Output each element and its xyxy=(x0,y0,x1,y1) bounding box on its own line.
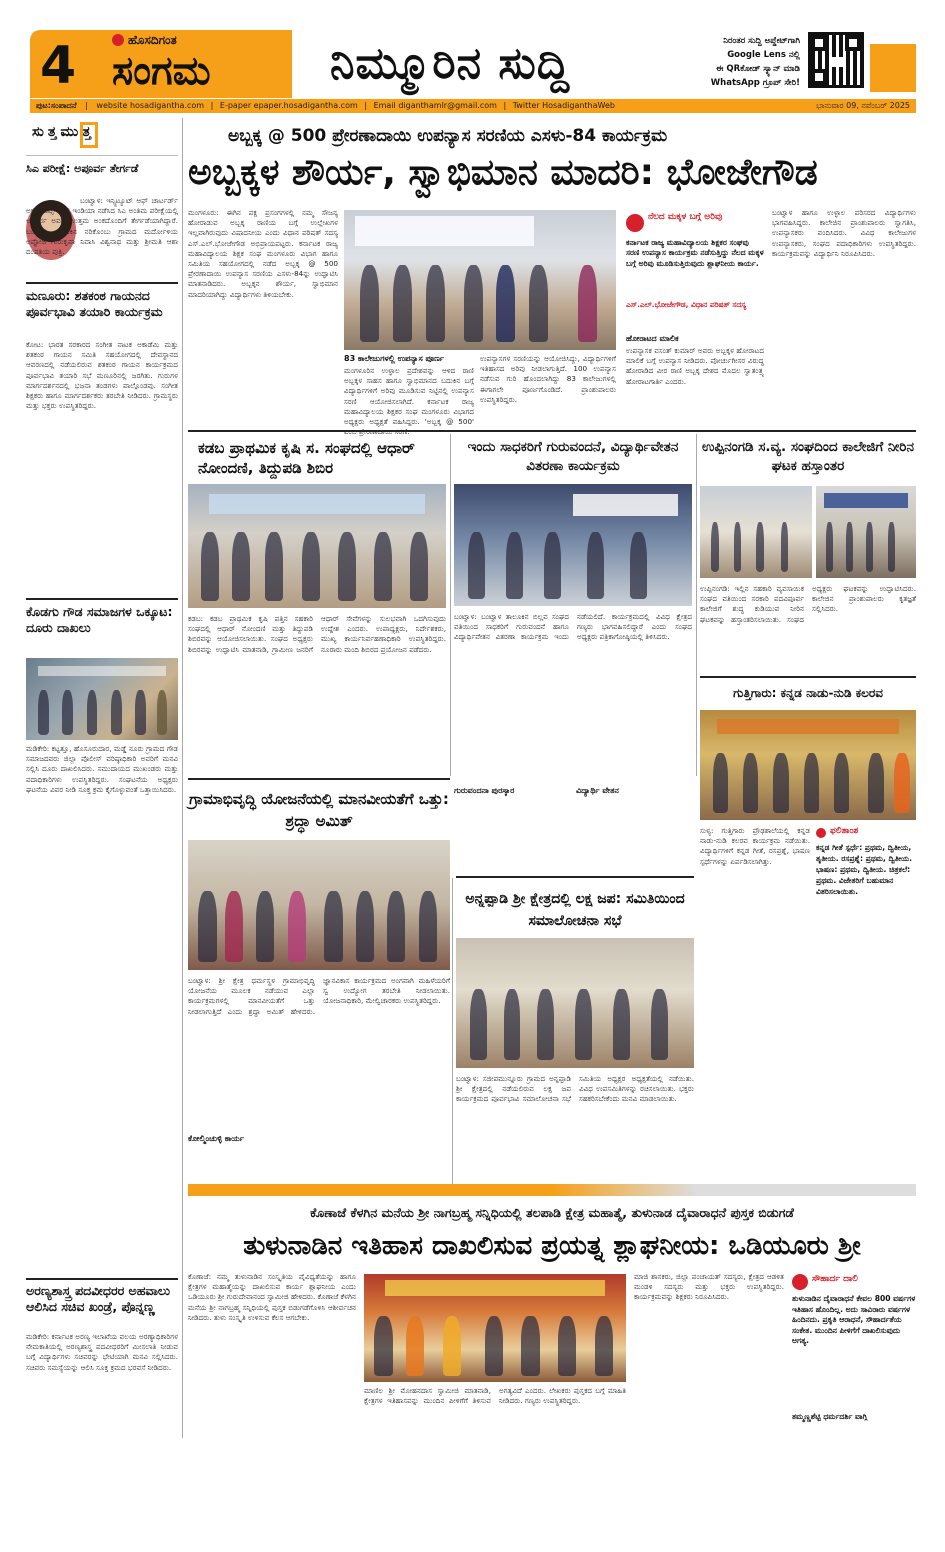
result-box-title: ಫಲಿತಾಂಶ xyxy=(830,826,859,836)
masthead xyxy=(0,0,945,110)
page-title: ನಿಮ್ಮೂರಿನ ಸುದ್ದಿ xyxy=(330,38,571,89)
uppinangadi-photo-2 xyxy=(816,486,916,578)
annappadi-head: ಅನ್ನಪ್ಪಾಡಿ ಶ್ರೀ ಕ್ಷೇತ್ರದಲ್ಲಿ ಲಕ್ಷ ಜಪ: ಸಮಿತಿಯಿಂದ ಸಮಾಲೋಚನಾ ಸಭೆ xyxy=(465,891,685,929)
city: ಪುಟ:ಸಂಪಾದನೆ xyxy=(36,101,77,110)
bottom-box-sign: ತಮ್ಮಣ್ಣಶೆಟ್ಟಿ ಧರ್ಮದರ್ಶಿ ವಾಗ್ಗಿ xyxy=(792,1412,868,1421)
page-number: 4 xyxy=(40,36,77,96)
quote-icon xyxy=(626,214,644,232)
bottom-photo xyxy=(364,1274,626,1382)
story-kadaba xyxy=(188,434,446,776)
annappadi-text: ಬಂಟ್ವಾಳ: ಸಜೀಪಮುನ್ನೂರು ಗ್ರಾಮದ ಅನ್ನಪ್ಪಾಡಿ ಶ್ರೀ ಕ್ಷೇತ್ರದಲ್ಲಿ ನಡೆಯಲಿರುವ ಲಕ್ಷ ಜಪ ಕಾರ್ಯಕ್ರಮದ ಪೂರ್ವಭಾವಿ ಸಮಾಲೋಚನಾ ಸಭೆ ಸಮಿತಿಯ ಅಧ್ಯಕ್ಷರ ಅಧ್ಯಕ್ಷತೆಯಲ್ಲಿ ನಡೆಯಿತು. ವಿವಿಧ ಉಪಸಮಿತಿಗಳನ್ನು ರಚಿಸಲಾಯಿತು. ಭಕ್ತರು ಸಹಕರಿಸಬೇಕೆಂದು ಮನವಿ ಮಾಡಲಾಯಿತು. xyxy=(456,1074,694,1104)
story3-head: ಕೊಡಗು ಗೌಡ ಸಮಾಜಗಳ ಒಕ್ಕೂಟ: ದೂರು ದಾಖಲು xyxy=(26,604,173,635)
uppinangadi-photo-1 xyxy=(700,486,812,578)
annappadi-photo xyxy=(456,938,694,1068)
story-guttigaru xyxy=(700,680,916,1200)
story1-text: ಬಂಟ್ವಾಳ: ಇನ್ಸ್ಟಿಟ್ಯೂಟ್ ಆಫ್ ಚಾರ್ಟರ್ಡ್ ಅಕೌಂಟೆಂಟ್ಸ್ ಆಫ್ ಇಂಡಿಯಾ ನಡೆಸಿದ ಸಿಎ ಅಂತಿಮ ಪರೀಕ್ಷೆಯಲ್ಲಿ ಅಪೂರ್ವ ಅವರು ಉತ್ತಮ ಅಂಕದೊಂದಿಗೆ ತೇರ್ಗಡೆಯಾಗಿದ್ದಾರೆ. ಬಂಟ್ವಾಳ ತಾಲೂಕಿನ ನರಿಕೊಂಬು ಗ್ರಾಮದ ಮರ್ದೋಳಿಯ ಅಪ್ಪೋಜಿ ಗುರುಕೃಪಾ ನಿವಾಸಿ ವಿಶ್ವನಾಥ ಮತ್ತು ಶ್ರೀಮತಿ ಆಶಾ ದಂಪತಿಯ ಪುತ್ರಿ. xyxy=(26,196,178,257)
uppinangadi-head: ಉಪ್ಪಿನಂಗಡಿ ಸ.ವ್ಯ. ಸಂಘದಿಂದ ಕಾಲೇಜಿಗೆ ನೀರಿನ ಘಟಕ ಹಸ್ತಾಂತರ xyxy=(702,439,914,474)
section-brand: ಸಂಗಮ xyxy=(112,48,211,94)
epaper-link[interactable]: E-paper epaper.hosadigantha.com xyxy=(219,101,358,110)
twitter-link[interactable]: Twitter HosadiganthaWeb xyxy=(512,101,615,110)
qr-code[interactable] xyxy=(808,32,864,88)
qr-text-4: WhatsApp ಗ್ರೂಪ್ ಸೇರಿ! xyxy=(710,78,800,88)
email-link[interactable]: Email diganthamlr@gmail.com xyxy=(373,101,497,110)
side-text: ಉಪನ್ಯಾಸಕ ವಸಂತ್ ಕುಮಾರ್ ಅವರು ಅಬ್ಬಕ್ಕಳ ಹೋರಾಟದ ಮಾಲಿಕೆ ಬಗ್ಗೆ ಉಪನ್ಯಾಸ ನೀಡಿದರು. ಪೋರ್ಚುಗೀಸರ ವಿರುದ್ಧ ಹೋರಾಡಿದ ವೀರ ರಾಣಿ ಅಬ್ಬಕ್ಕ ದೇಶದ ಮೊದಲ ಸ್ವಾತಂತ್ರ್ಯ ಹೋರಾಟಗಾರ್ತಿ ಎಂದರು. xyxy=(626,346,764,386)
result-icon xyxy=(816,828,826,838)
gramabhivruddhi-text: ಬಂಟ್ವಾಳ: ಶ್ರೀ ಕ್ಷೇತ್ರ ಧರ್ಮಸ್ಥಳ ಗ್ರಾಮಾಭಿವೃದ್ಧಿ ಯೋಜನೆಯ ಮೂಲಕ ನಡೆಯುವ ಎಲ್ಲಾ ಕಾರ್ಯಕ್ರಮಗಳಲ್ಲಿ ಮಾನವೀಯತೆಗೆ ಒತ್ತು ನೀಡಲಾಗುತ್ತಿದೆ ಎಂದು ಶ್ರದ್ಧಾ ಅಮಿತ್ ಹೇಳಿದರು. ಜ್ಞಾನವಿಕಾಸ ಕಾರ್ಯಕ್ರಮದ ಅಂಗವಾಗಿ ಮಹಿಳೆಯರಿಗೆ ಸ್ವ ಉದ್ಯೋಗ ತರಬೇತಿ ನೀಡಲಾಯಿತು. ಯೋಜನಾಧಿಕಾರಿ, ಮೇಲ್ವಿಚಾರಕರು ಉಪಸ್ಥಿತರಿದ್ದರು. xyxy=(188,976,450,1016)
kadaba-photo xyxy=(188,484,446,608)
gramabhivruddhi-sub: ಕೋಲ್ಮಿಂಚುಳ್ಳಿ ಕಾರ್ಯ xyxy=(188,1134,244,1143)
story3-photo xyxy=(26,658,178,740)
story-uppinangadi xyxy=(700,434,916,674)
story2-head: ಮಣೂರು: ಶತಕಂಠ ಗಾಯನದ ಪೂರ್ವಭಾವಿ ತಯಾರಿ ಕಾರ್ಯಕ್ರಮ xyxy=(26,288,163,319)
lead-headline: ಅಬ್ಬಕ್ಕಳ ಶೌರ್ಯ, ಸ್ವಾಭಿಮಾನ ಮಾದರಿ: ಭೋಜೇಗೌಡ xyxy=(188,152,818,193)
story1-head: ಸಿಎ ಪರೀಕ್ಷೆ: ಅಪೂರ್ವ ತೇರ್ಗಡೆ xyxy=(26,162,139,175)
lead-photo xyxy=(344,210,616,350)
paper-name: ಹೊಸದಿಗಂತ xyxy=(128,33,177,47)
section-label-text: ಸುತ್ತಮುತ್ತ xyxy=(32,124,95,140)
website-link[interactable]: website hosadigantha.com xyxy=(96,101,205,110)
lead-kicker: ಅಬ್ಬಕ್ಕ @ 500 ಪ್ರೇರಣಾದಾಯಿ ಉಪನ್ಯಾಸ ಸರಣಿಯ ಎಸಳು-84 ಕಾರ್ಯಕ್ರಮ xyxy=(228,126,668,146)
guruvandane-text: ಬಂಟ್ವಾಳ: ಬಂಟ್ವಾಳ ತಾಲೂಕಿನ ಬಿಲ್ಲವ ಸಂಘದ ವತಿಯಿಂದ ಸಾಧಕರಿಗೆ ಗುರುವಂದನೆ ಹಾಗೂ ವಿದ್ಯಾರ್ಥಿವೇತನ ವಿತರಣಾ ಕಾರ್ಯಕ್ರಮ ಇಂದು ನಡೆಯಲಿದೆ. ಕಾರ್ಯಕ್ರಮದಲ್ಲಿ ವಿವಿಧ ಕ್ಷೇತ್ರದ ಗಣ್ಯರು ಭಾಗವಹಿಸಲಿದ್ದಾರೆ ಎಂದು ಸಂಘದ ಅಧ್ಯಕ್ಷರು ಪತ್ರಿಕಾಗೋಷ್ಠಿಯಲ್ಲಿ ತಿಳಿಸಿದರು. xyxy=(454,612,692,642)
lead-photo-caption: 83 ಕಾಲೇಜುಗಳಲ್ಲಿ ಉಪನ್ಯಾಸ ಪೂರ್ಣ xyxy=(344,354,444,363)
qr-text-2: Google Lens ನಲ್ಲಿ xyxy=(727,50,800,60)
gramabhivruddhi-photo xyxy=(188,840,450,970)
quote-box-sign: ಎಸ್.ಎಲ್.ಭೋಜೇಗೌಡ, ವಿಧಾನ ಪರಿಷತ್ ಸದಸ್ಯ xyxy=(626,300,747,309)
quote-box-text: ಕರ್ನಾಟಕ ರಾಜ್ಯ ಮಹಾವಿದ್ಯಾಲಯ ಶಿಕ್ಷಕರ ಸಂಘವು ಸರಣಿ ಉಪನ್ಯಾಸ ಕಾರ್ಯಕ್ರಮ ನಡೆಸುತ್ತಿದ್ದು ನೆಲದ ಮಕ್ಕಳ ಬಗ್ಗೆ ಅರಿವು ಮೂಡಿಸುತ್ತಿರುವುದು ಶ್ಲಾಘನೀಯ ಕಾರ್ಯ. xyxy=(626,238,764,268)
bottom-headline: ತುಳುನಾಡಿನ ಇತಿಹಾಸ ದಾಖಲಿಸುವ ಪ್ರಯತ್ನ ಶ್ಲಾಘನೀಯ: ಒಡಿಯೂರು ಶ್ರೀ xyxy=(243,1231,861,1261)
qr-text-1: ನಿರಂತರ ಸುದ್ದಿ ಅಪ್ಡೇಟ್‌ಗಾಗಿ xyxy=(723,36,800,46)
kadaba-text: ಕಡಬ: ಕಡಬ ಪ್ರಾಥಮಿಕ ಕೃಷಿ ಪತ್ತಿನ ಸಹಕಾರಿ ಸಂಘದಲ್ಲಿ ಆಧಾರ್ ನೋಂದಣಿ ಮತ್ತು ತಿದ್ದುಪಡಿ ಶಿಬಿರವನ್ನು ಆಯೋಜಿಸಲಾಯಿತು. ಸಂಘದ ಅಧ್ಯಕ್ಷರು ಶಿಬಿರವನ್ನು ಉದ್ಘಾಟಿಸಿ ಮಾತನಾಡಿ, ಗ್ರಾಮೀಣ ಜನರಿಗೆ ಆಧಾರ್ ಸೇವೆಗಳನ್ನು ಸುಲಭವಾಗಿ ಒದಗಿಸುವುದು ಉದ್ದೇಶ ಎಂದರು. ಉಪಾಧ್ಯಕ್ಷರು, ನಿರ್ದೇಶಕರು, ಮುಖ್ಯ ಕಾರ್ಯನಿರ್ವಹಣಾಧಿಕಾರಿ ಉಪಸ್ಥಿತರಿದ್ದರು. ನೂರಾರು ಮಂದಿ ಶಿಬಿರದ ಪ್ರಯೋಜನ ಪಡೆದರು. xyxy=(188,614,446,654)
qr-text-3: ಈ QRಕೋಡ್ ಸ್ಕ್ಯಾನ್ ಮಾಡಿ xyxy=(716,64,800,74)
lead-text-b: ಮಂಗಳೂರಿನ ಉಳ್ಳಾಲ ಪ್ರದೇಶವನ್ನು ಆಳಿದ ರಾಣಿ ಅಬ್ಬಕ್ಕಳ ಸಾಹಸ ಹಾಗೂ ಸ್ವಾಭಿಮಾನದ ಬದುಕಿನ ಬಗ್ಗೆ ವಿದ್ಯಾರ್ಥಿಗಳಿಗೆ ಅರಿವು ಮೂಡಿಸುವ ನಿಟ್ಟಿನಲ್ಲಿ ಉಪನ್ಯಾಸ ಸರಣಿ ಆಯೋಜಿಸಲಾಗಿದೆ. ಕರ್ನಾಟಕ ರಾಜ್ಯ ಮಹಾವಿದ್ಯಾಲಯ ಶಿಕ್ಷಕರ ಸಂಘ ಮಂಗಳೂರು ವಿಭಾಗದ ಅಧ್ಯಕ್ಷರು ಅಧ್ಯಕ್ಷತೆ ವಹಿಸಿದ್ದರು. 'ಅಬ್ಬಕ್ಕ @ 500' xyxy=(344,366,474,427)
quote-box xyxy=(626,210,764,328)
lead-text-c: ಉಪನ್ಯಾಸಗಳ ಸರಣಿಯನ್ನು ಆಯೋಜಿಸಿದ್ದು, ವಿದ್ಯಾರ್ಥಿಗಳಿಗೆ ಇತಿಹಾಸದ ಅರಿವು ನೀಡಲಾಗುತ್ತಿದೆ. 100 ಉಪನ್ಯಾಸ ನಡೆಸುವ ಗುರಿ ಹೊಂದಲಾಗಿದ್ದು 83 ಕಾಲೇಜುಗಳಲ್ಲಿ ಈಗಾಗಲೇ ಪೂರ್ಣಗೊಂಡಿದೆ. ಪ್ರಾಂಶುಪಾಲರು ಉಪಸ್ಥಿತರಿದ್ದರು. xyxy=(480,354,616,404)
lead-story xyxy=(188,118,916,428)
uppinangadi-text: ಉಪ್ಪಿನಂಗಡಿ: ಇಲ್ಲಿನ ಸಹಕಾರಿ ವ್ಯವಸಾಯಿಕ ಸಂಘದ ವತಿಯಿಂದ ಸರಕಾರಿ ಪದವಿಪೂರ್ವ ಕಾಲೇಜಿಗೆ ಶುದ್ಧ ಕುಡಿಯುವ ನೀರಿನ ಘಟಕವನ್ನು ಹಸ್ತಾಂತರಿಸಲಾಯಿತು. ಸಂಘದ ಅಧ್ಯಕ್ಷರು ಘಟಕವನ್ನು ಉದ್ಘಾಟಿಸಿದರು. ಕಾಲೇಜಿನ ಪ್ರಾಂಶುಪಾಲರು ಕೃತಜ್ಞತೆ ಸಲ್ಲಿಸಿದರು. xyxy=(700,584,916,624)
accent-corner xyxy=(870,44,916,92)
bottom-box-text: ತುಳುನಾಡಿನ ದೈವಾರಾಧನೆ ಕೇವಲ 800 ವರ್ಷಗಳ ಇತಿಹಾಸ ಹೊಂದಿಲ್ಲ. ಅದು ಸಾವಿರಾರು ವರ್ಷಗಳ ಹಿಂದಿನದು. ಪ್ರಕೃತಿ ಆರಾಧನೆ, ಸೌಹಾರ್ದತೆಯ ಸಂಕೇತ. ಮುಂದಿನ ಪೀಳಿಗೆಗೆ ದಾಖಲಿಸುವುದು ಅಗತ್ಯ. xyxy=(792,1294,916,1346)
guruvandane-head: ಇಂದು ಸಾಧಕರಿಗೆ ಗುರುವಂದನೆ, ವಿದ್ಯಾರ್ಥಿವೇತನ ವಿತರಣಾ ಕಾರ್ಯಕ್ರಮ xyxy=(467,439,679,474)
bottom-box-icon xyxy=(792,1274,808,1290)
info-bar: ಪುಟ:ಸಂಪಾದನೆ | website hosadigantha.com | E-paper epaper.hosadigantha.com | Email diganthamlr@gmail.com | Twitter HosadiganthaWeb ಭಾನುವಾರ 09, ನವೆಂಬರ್ 2025 xyxy=(30,99,916,113)
lead-text-a: ಮಂಗಳೂರು: ಈಗಿನ ಪಕ್ಷ ಪ್ರಸಂಗಗಳಲ್ಲಿ ನಮ್ಮ ಸೌಜನ್ಯ ಹೋರಾಡುವ ಅಬ್ಬಕ್ಕ ರಾಣಿಯ ಬಗ್ಗೆ ಉಲ್ಲೇಖಗಳ ಇಲ್ಲವಾಗಿರುವುದು ವಿಷಾದನೀಯ ಎಂದು ವಿಧಾನ ಪರಿಷತ್ ಸದಸ್ಯ ಎಸ್.ಎಲ್.ಭೋಜೇಗೌಡ ಅಭಿಪ್ರಾಯಪಟ್ಟರು. ಕರ್ನಾಟಕ ರಾಜ್ಯ ಮಹಾವಿದ್ಯಾಲಯ ಶಿಕ್ಷಕ ಸಂಘ ಮಂಗಳೂರು ವಿಭಾಗ ಹಾಗೂ ಸಮಿತಿಯ ಸಹಯೋಗದಲ್ಲಿ ನಡೆದ ಅಬ್ಬಕ್ಕ @ 500 ಪ್ರೇರಣಾದಾಯಿ ಉಪನ್ಯಾಸ ಸರಣಿಯ ಎಸಳು-84ನ್ನು ಉದ್ಘಾಟಿಸಿ ಮಾತನಾಡಿದರು. ಅಬ್ಬಕ್ಕನ ಶೌರ್ಯ, ಸ್ವಾಭಿಮಾನ ಮಾದರಿಯಾಗಿದ್ದು ವಿದ್ಯಾರ್ಥಿಗಳು ತಿಳಿಯಬೇಕು. xyxy=(188,208,338,299)
bottom-box-title: ಸೌಹಾರ್ದ ದಾಲಿ xyxy=(812,1274,858,1284)
guttigaru-photo xyxy=(700,710,916,820)
lead-right-text: ಬಂಟ್ವಾಳ ಹಾಗೂ ಉಳ್ಳಾಲ ಪರಿಸರದ ವಿದ್ಯಾರ್ಥಿಗಳು ಭಾಗವಹಿಸಿದ್ದರು. ಕಾಲೇಜಿನ ಪ್ರಾಂಶುಪಾಲರು ಸ್ವಾಗತಿಸಿ, ಉಪನ್ಯಾಸಕರು ವಂದಿಸಿದರು. ವಿವಿಧ ಕಾಲೇಜುಗಳ ಉಪನ್ಯಾಸಕರು, ಸಂಘದ ಪದಾಧಿಕಾರಿಗಳು ಉಪಸ್ಥಿತರಿದ್ದರು. ಕಾರ್ಯಕ್ರಮವನ್ನು ವಿದ್ಯಾರ್ಥಿನಿ ನಿರೂಪಿಸಿದರು. xyxy=(772,208,916,258)
story-annappadi xyxy=(456,880,694,1192)
door-icon xyxy=(80,122,98,148)
left-divider xyxy=(182,118,183,1438)
bottom-story xyxy=(188,1198,916,1438)
issue-date: ಭಾನುವಾರ 09, ನವೆಂಬರ್ 2025 xyxy=(816,101,910,110)
accent-stripe xyxy=(188,1184,916,1196)
result-box-text: ಕನ್ನಡ ಗೀತೆ ಸ್ಪರ್ಧೆ: ಪ್ರಥಮ, ದ್ವಿತೀಯ, ತೃತೀಯ. ರಸಪ್ರಶ್ನೆ: ಪ್ರಥಮ, ದ್ವಿತೀಯ. ಭಾಷಣ: ಪ್ರಥಮ, ದ್ವಿತೀಯ. ಚಿತ್ರಕಲೆ: ಪ್ರಥಮ. ವಿಜೇತರಿಗೆ ಬಹುಮಾನ ವಿತರಿಸಲಾಯಿತು. xyxy=(816,843,913,896)
story4-head: ಅರಣ್ಯಶಾಸ್ತ್ರ ಪದವೀಧರರ ಅಹವಾಲು ಆಲಿಸಿದ ಸಚಿವ ಖಂಡ್ರೆ, ಪೊನ್ನಣ್ಣ xyxy=(26,1283,170,1314)
kadaba-head: ಕಡಬ ಪ್ರಾಥಮಿಕ ಕೃಷಿ ಸ. ಸಂಘದಲ್ಲಿ ಆಧಾರ್ ನೋಂದಣಿ, ತಿದ್ದುಪಡಿ ಶಿಬಿರ xyxy=(198,439,415,477)
bottom-kicker: ಕೊಣಾಜೆ ಕೆಳಗಿನ ಮನೆಯ ಶ್ರೀ ನಾಗಬ್ರಹ್ಮ ಸನ್ನಿಧಿಯಲ್ಲಿ ತಲಪಾಡಿ ಕ್ಷೇತ್ರ ಮಹಾತ್ಮೆ, ತುಳುನಾಡ ದೈವಾರಾಧನೆ ಪುಸ್ತಕ ಬಿಡುಗಡೆ xyxy=(310,1205,794,1220)
guttigaru-text: ಸುಳ್ಯ: ಗುತ್ತಿಗಾರು ಪ್ರೌಢಶಾಲೆಯಲ್ಲಿ ಕನ್ನಡ ನಾಡು-ನುಡಿ ಕಲರವ ಕಾರ್ಯಕ್ರಮ ನಡೆಯಿತು. ವಿದ್ಯಾರ್ಥಿಗಳಿಗೆ ಕನ್ನಡ ಗೀತೆ, ರಸಪ್ರಶ್ನೆ, ಭಾಷಣ ಸ್ಪರ್ಧೆಗಳನ್ನು ಏರ್ಪಡಿಸಲಾಗಿತ್ತು. xyxy=(700,826,810,866)
guttigaru-head: ಗುತ್ತಿಗಾರು: ಕನ್ನಡ ನಾಡು-ನುಡಿ ಕಲರವ xyxy=(733,686,883,700)
logo-icon xyxy=(112,34,124,46)
bottom-text-a: ಕೊಣಾಜೆ: ನಮ್ಮ ತುಳುನಾಡಿನ ಸಂಸ್ಕೃತಿಯ ವೈವಿಧ್ಯತೆಯನ್ನು ಹಾಗೂ ಕ್ಷೇತ್ರಗಳ ಮಹಾತ್ಮೆಯನ್ನು ದಾಖಲಿಸುವ ಕಾರ್ಯ ಶ್ಲಾಘನೀಯ ಎಂದು ಒಡಿಯೂರು ಶ್ರೀ ಗುರುದೇವಾನಂದ ಸ್ವಾಮೀಜಿ ಹೇಳಿದರು. ಕೊಣಾಜೆ ಕೆಳಗಿನ ಮನೆಯ ಶ್ರೀ ನಾಗಬ್ರಹ್ಮ ಸನ್ನಿಧಿಯಲ್ಲಿ ಪುಸ್ತಕ ಬಿಡುಗಡೆಗೊಳಿಸಿ ಆಶೀರ್ವಚನ ನೀಡಿದರು. ತುಳು ಸಂಸ್ಕೃತಿ ಉಳಿಸುವ ಕೆಲಸ ಆಗಬೇಕು. xyxy=(188,1272,356,1322)
story-gramabhivruddhi xyxy=(188,782,450,1192)
guruvandane-sub2: ವಿದ್ಯಾರ್ಥಿ ವೇತನ xyxy=(576,786,619,795)
section-label xyxy=(26,118,178,156)
bottom-text-c: ಮಾಜಿ ಶಾಸಕರು, ಜಿಲ್ಲಾ ಪಂಚಾಯತ್ ಸದಸ್ಯರು, ಕ್ಷೇತ್ರದ ಆಡಳಿತ ಮಂಡಳಿ ಸದಸ್ಯರು ಮತ್ತು ಭಕ್ತರು ಉಪಸ್ಥಿತರಿದ್ದರು. ಕಾರ್ಯಕ್ರಮವನ್ನು ಶಿಕ್ಷಕರು ನಿರೂಪಿಸಿದರು. xyxy=(634,1272,784,1302)
qr-promo xyxy=(660,34,800,90)
result-box xyxy=(816,826,916,1196)
story2-text: ಕೋಟ: ಭಾರತ ಸರಕಾರದ ಸಂಗೀತ ನಾಟಕ ಅಕಾಡೆಮಿ ಮತ್ತು ಶತಕಂಠ ಗಾಯನ ಸಮಿತಿ ಸಹಯೋಗದಲ್ಲಿ ದೇವಸ್ಥಾನದ ಆವರಣದಲ್ಲಿ ನಡೆಯಲಿರುವ ಶತಕಂಠ ಗಾಯನ ಕಾರ್ಯಕ್ರಮದ ಪೂರ್ವಭಾವಿ ತಯಾರಿ ಸಭೆ ಮಣೂರಿನಲ್ಲಿ ಜರಗಿತು. ಗುರುಗಳ ಮಾರ್ಗದರ್ಶನದಲ್ಲಿ ಭಜನಾ ತಂಡಗಳು ಪಾಲ್ಗೊಂಡವು. ಸಂಗೀತ ಶಿಕ್ಷಕರು ಹಾಗೂ ಮಾರ್ಗದರ್ಶಕರು ತರಬೇತಿ ನೀಡಿದರು. ಗ್ರಾಮಸ್ಥರು ಮತ್ತು ಭಕ್ತರು ಉಪಸ್ಥಿತರಿದ್ದರು. xyxy=(26,340,178,411)
guruvandane-sub1: ಗುರುವಂದನಾ ಪುರಸ್ಕಾರ xyxy=(454,786,515,795)
story3-text: ಮಡಿಕೇರಿ: ಕಟ್ಟತ್ತೂ, ಹೊಸೂರುದಾರ, ಮಡ್ಡೆ ನೂರು ಗ್ರಾಮದ ಗೌಡ ಸಮಾಜದವರು ಜಿಲ್ಲಾ ಪೊಲೀಸ್ ವರಿಷ್ಠಾಧಿಕಾರಿ ಅವರಿಗೆ ಮನವಿ ಸಲ್ಲಿಸಿ ದೂರು ದಾಖಲಿಸಿದರು. ಸಮುದಾಯದ ಮುಖಂಡರು ಮತ್ತು ಪದಾಧಿಕಾರಿಗಳು ಉಪಸ್ಥಿತರಿದ್ದರು. ಸಂಘಟನೆಯ ಅಧ್ಯಕ್ಷರು ಘಟನೆಯ ವಿವರ ನೀಡಿ ಸೂಕ್ತ ಕ್ರಮ ಕೈಗೊಳ್ಳುವಂತೆ ಒತ್ತಾಯಿಸಿದರು. xyxy=(26,744,178,794)
bottom-box xyxy=(792,1272,916,1434)
quote-box-title: ನೆಲದ ಮಕ್ಕಳ ಬಗ್ಗೆ ಅರಿವು xyxy=(648,212,723,222)
story4-text: ಮಡಿಕೇರಿ: ಕರ್ನಾಟಕ ಅರಣ್ಯ ಇಲಾಖೆಯ ವಲಯ ಅರಣ್ಯಾಧಿಕಾರಿಗಳ ನೇಮಕಾತಿಯಲ್ಲಿ ಅರಣ್ಯಶಾಸ್ತ್ರ ಪದವೀಧರರಿಗೆ ಮೀಸಲಾತಿ ನೀಡುವ ಬಗ್ಗೆ ವಿದ್ಯಾರ್ಥಿಗಳು ಸಚಿವರನ್ನು ಭೇಟಿಯಾಗಿ ಮನವಿ ಸಲ್ಲಿಸಿದರು. ಸಚಿವರು ಸಮಸ್ಯೆಯನ್ನು ಆಲಿಸಿ ಸೂಕ್ತ ಕ್ರಮದ ಭರವಸೆ ನೀಡಿದರು. xyxy=(26,1332,178,1372)
left-column xyxy=(26,118,178,1438)
gramabhivruddhi-head: ಗ್ರಾಮಾಭಿವೃದ್ಧಿ ಯೋಜನೆಯಲ್ಲಿ ಮಾನವೀಯತೆಗೆ ಒತ್ತು: ಶ್ರದ್ಧಾ ಅಮಿತ್ xyxy=(189,790,449,830)
guruvandane-photo xyxy=(454,484,692,606)
bottom-text-b: ಮಾಣಿಲ ಶ್ರೀ ಮೋಹನದಾಸ ಸ್ವಾಮೀಜಿ ಮಾತನಾಡಿ, ಕ್ಷೇತ್ರಗಳ ಇತಿಹಾಸವನ್ನು ಮುಂದಿನ ಪೀಳಿಗೆಗೆ ತಿಳಿಸುವ ಅಗತ್ಯವಿದೆ ಎಂದರು. ಲೇಖಕರು ಪುಸ್ತಕದ ಬಗ್ಗೆ ಮಾಹಿತಿ ನೀಡಿದರು. ಗಣ್ಯರು ಉಪಸ್ಥಿತರಿದ್ದರು. xyxy=(364,1386,626,1406)
side-head: ಹೋರಾಟದ ಮಾಲಿಕ xyxy=(626,334,679,343)
